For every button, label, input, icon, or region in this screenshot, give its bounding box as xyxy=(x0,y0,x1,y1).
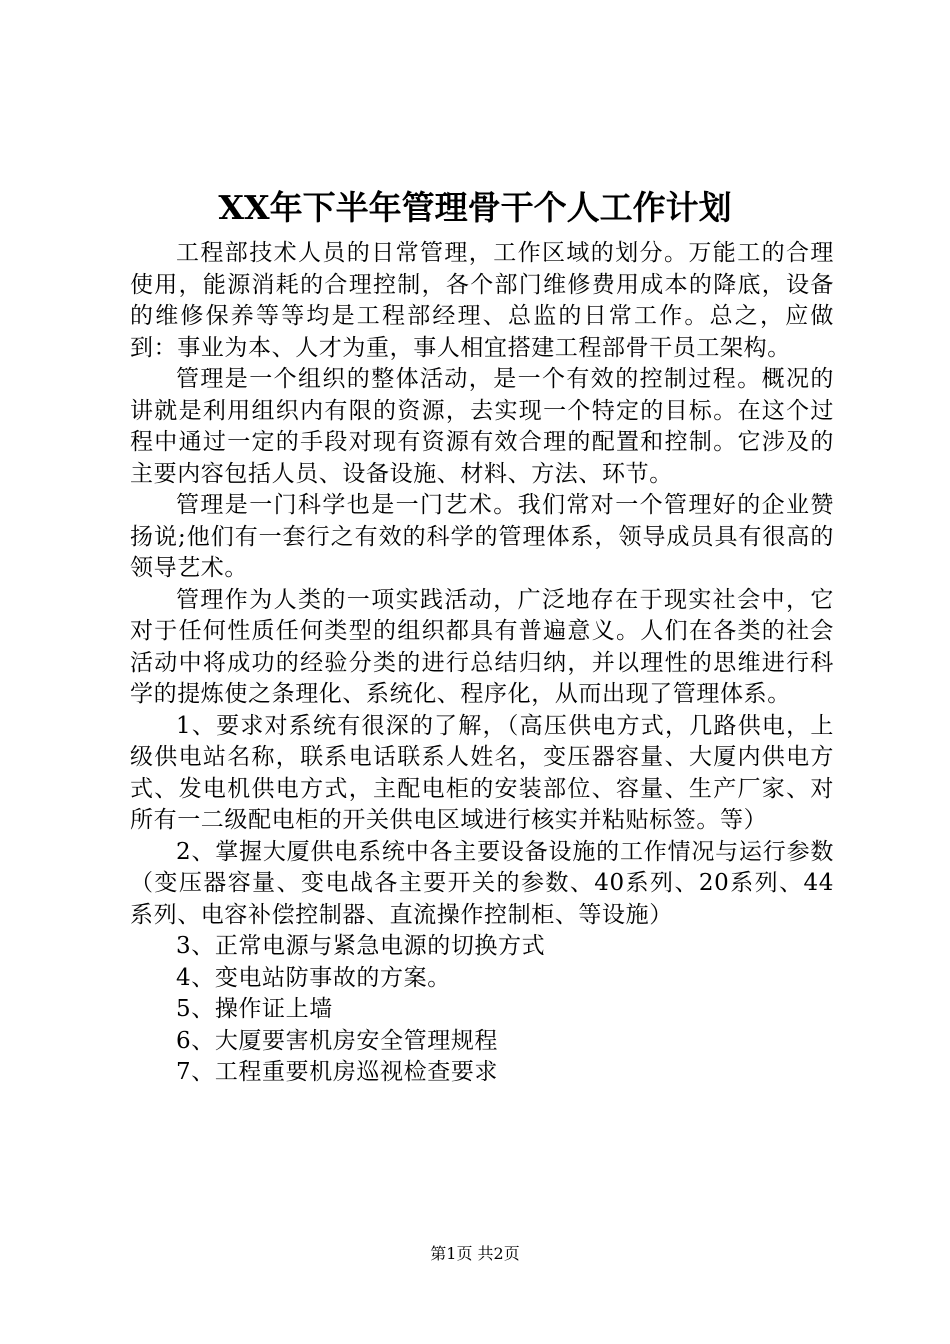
list-item-5: 5、操作证上墙 xyxy=(176,996,333,1022)
list-item-7: 7、工程重要机房巡视检查要求 xyxy=(176,1059,499,1085)
page-title: XX年下半年管理骨干个人工作计划 xyxy=(218,188,732,227)
paragraph-science-and-art: 管理是一门科学也是一门艺术。我们常对一个管理好的企业赞扬说;他们有一套行之有效的科学的管理体系，领导成员具有很高的领导艺术。 xyxy=(130,492,834,581)
list-item-3: 3、正常电源与紧急电源的切换方式 xyxy=(176,933,546,959)
document-body xyxy=(130,238,834,1089)
page-footer: 第1页 共2页 xyxy=(430,1244,520,1263)
list-item-1: 1、要求对系统有很深的了解，（高压供电方式，几路供电，上级供电站名称，联系电话联系人姓名，变压器容量、大厦内供电方式、发电机供电方式，主配电柜的安装部位、容量、生产厂家、对所有一二级配电柜的开关供电区域进行核实并粘贴标签。等） xyxy=(130,712,834,833)
paragraph-intro: 工程部技术人员的日常管理，工作区域的划分。万能工的合理使用，能源消耗的合理控制，各个部门维修费用成本的降底，设备的维修保养等等均是工程部经理、总监的日常工作。总之，应做到：事业为本、人才为重，事人相宜搭建工程部骨干员工架构。 xyxy=(130,240,834,361)
list-item-2: 2、掌握大厦供电系统中各主要设备设施的工作情况与运行参数（变压器容量、变电战各主要开关的参数、40系列、20系列、44系列、电容补偿控制器、直流操作控制柜、等设施） xyxy=(130,838,834,928)
paragraph-management-definition: 管理是一个组织的整体活动，是一个有效的控制过程。概况的讲就是利用组织内有限的资源，去实现一个特定的目标。在这个过程中通过一定的手段对现有资源有效合理的配置和控制。它涉及的主要内容包括人员、设备设施、材料、方法、环节。 xyxy=(130,366,834,487)
paragraph-management-system: 管理作为人类的一项实践活动，广泛地存在于现实社会中，它对于任何性质任何类型的组织都具有普遍意义。人们在各类的社会活动中将成功的经验分类的进行总结归纳，并以理性的思维进行科学的提炼使之条理化、系统化、程序化，从而出现了管理体系。 xyxy=(130,586,834,707)
list-item-4: 4、变电站防事故的方案。 xyxy=(176,964,451,991)
list-item-6: 6、大厦要害机房安全管理规程 xyxy=(176,1027,499,1054)
